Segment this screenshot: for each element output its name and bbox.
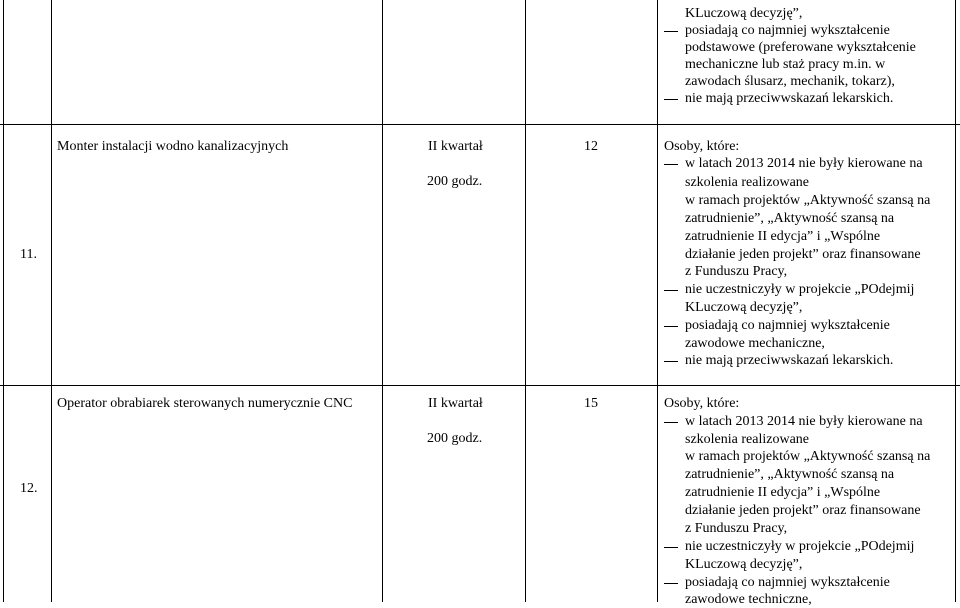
- col-border-left: [3, 0, 4, 602]
- requirements-heading: Osoby, które:: [664, 396, 740, 411]
- training-name: Operator obrabiarek sterowanych numerycznie CNC: [57, 396, 353, 411]
- requirement-line: z Funduszu Pracy,: [685, 521, 788, 536]
- row-number: 12.: [20, 481, 38, 496]
- requirement-line: KLuczową decyzję”,: [685, 300, 803, 315]
- row-border-top-11: [0, 124, 960, 125]
- requirement-line: w ramach projektów „Aktywność szansą na: [685, 449, 931, 464]
- requirement-line: szkolenia realizowane: [685, 175, 809, 190]
- requirement-line: zatrudnienie II edycja” i „Wspólne: [685, 485, 881, 500]
- col-border-number: [51, 0, 52, 602]
- bullet-dash: [664, 326, 678, 327]
- bullet-dash: [664, 547, 678, 548]
- requirement-line: zawodowe mechaniczne,: [685, 336, 825, 351]
- bullet-dash: [664, 99, 678, 100]
- requirement-line: podstawowe (preferowane wykształcenie: [685, 40, 916, 55]
- requirement-line: zatrudnienie”, „Aktywność szansą na: [685, 211, 895, 226]
- requirement-line: w latach 2013 2014 nie były kierowane na: [685, 414, 923, 429]
- requirement-line: posiadają co najmniej wykształcenie: [685, 318, 890, 333]
- requirement-line: działanie jeden projekt” oraz finansowane: [685, 503, 921, 518]
- row-border-top-12: [0, 385, 960, 386]
- requirement-line: nie mają przeciwwskazań lekarskich.: [685, 353, 894, 368]
- requirements-heading: Osoby, które:: [664, 139, 740, 154]
- training-hours: 200 godz.: [427, 431, 483, 446]
- bullet-dash: [664, 164, 678, 165]
- requirement-line: w ramach projektów „Aktywność szansą na: [685, 193, 931, 208]
- training-hours: 200 godz.: [427, 174, 483, 189]
- bullet-dash: [664, 583, 678, 584]
- requirement-line: posiadają co najmniej wykształcenie: [685, 23, 890, 38]
- requirement-line: działanie jeden projekt” oraz finansowane: [685, 247, 921, 262]
- training-quarter: II kwartał: [428, 396, 483, 411]
- row-number: 11.: [20, 247, 37, 262]
- bullet-dash: [664, 361, 678, 362]
- col-border-count: [657, 0, 658, 602]
- participant-count: 15: [584, 396, 598, 411]
- requirement-line: zatrudnienie”, „Aktywność szansą na: [685, 467, 895, 482]
- requirement-line: KLuczową decyzję”,: [685, 557, 803, 572]
- requirement-line: w latach 2013 2014 nie były kierowane na: [685, 156, 923, 171]
- requirement-line: posiadają co najmniej wykształcenie: [685, 575, 890, 590]
- requirement-line: mechaniczne lub staż pracy m.in. w: [685, 57, 886, 72]
- requirement-line: zawodowe techniczne,: [685, 592, 812, 607]
- bullet-dash: [664, 290, 678, 291]
- participant-count: 12: [584, 139, 598, 154]
- col-border-term: [525, 0, 526, 602]
- col-border-name: [382, 0, 383, 602]
- bullet-dash: [664, 422, 678, 423]
- bullet-dash: [664, 31, 678, 32]
- training-name: Monter instalacji wodno kanalizacyjnych: [57, 139, 289, 154]
- requirement-line: KLuczową decyzję”,: [685, 6, 803, 21]
- requirement-line: nie mają przeciwwskazań lekarskich.: [685, 91, 894, 106]
- requirement-line: zawodach ślusarz, mechanik, tokarz),: [685, 74, 895, 89]
- requirement-line: zatrudnienie II edycja” i „Wspólne: [685, 229, 881, 244]
- training-quarter: II kwartał: [428, 139, 483, 154]
- requirement-line: nie uczestniczyły w projekcie „POdejmij: [685, 282, 915, 297]
- requirement-line: nie uczestniczyły w projekcie „POdejmij: [685, 539, 915, 554]
- requirement-line: szkolenia realizowane: [685, 432, 809, 447]
- col-border-right: [955, 0, 956, 602]
- requirement-line: z Funduszu Pracy,: [685, 264, 788, 279]
